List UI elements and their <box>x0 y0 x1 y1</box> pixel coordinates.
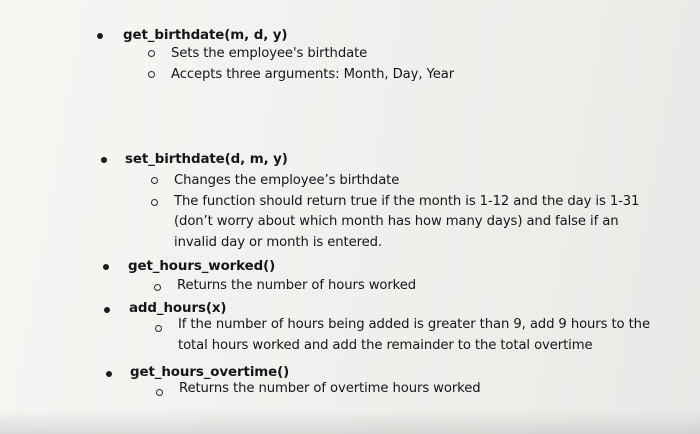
sub-bullet-circle <box>154 284 161 291</box>
bullet-dot <box>106 371 112 377</box>
sub-bullet-circle <box>155 325 162 332</box>
sub-item-text: Accepts three arguments: Month, Day, Year <box>171 67 455 82</box>
sub-item-text: Changes the employee’s birthdate <box>174 173 400 188</box>
sub-item-text-continued: total hours worked and add the remainder to the total overtime <box>178 338 593 353</box>
sub-bullet-circle <box>151 177 158 184</box>
sub-item-text: The function should return true if the month is 1-12 and the day is 1-31 <box>174 194 640 209</box>
item-heading-get-hours-overtime: get_hours_overtime() <box>130 365 290 380</box>
sub-item-text: Sets the employee's birthdate <box>171 46 368 61</box>
bullet-dot <box>104 307 110 313</box>
sub-item-text: Returns the number of overtime hours worked <box>179 381 481 396</box>
item-heading-add-hours: add_hours(x) <box>129 301 227 316</box>
bullet-dot <box>97 33 103 39</box>
sub-item-text-continued: invalid day or month is entered. <box>174 235 383 250</box>
item-heading-get-birthdate: get_birthdate(m, d, y) <box>123 28 288 43</box>
item-heading-set-birthdate: set_birthdate(d, m, y) <box>125 152 288 167</box>
item-heading-get-hours-worked: get_hours_worked() <box>128 259 276 274</box>
sub-item-text: Returns the number of hours worked <box>177 278 417 293</box>
sub-bullet-circle <box>151 199 158 206</box>
bullet-dot <box>103 264 109 270</box>
bullet-dot <box>101 157 107 163</box>
bottom-edge-shadow <box>0 410 700 434</box>
sub-item-text-continued: (don’t worry about which month has how many days) and false if an <box>174 214 619 229</box>
sub-bullet-circle <box>156 389 163 396</box>
sub-item-text: If the number of hours being added is greater than 9, add 9 hours to the <box>178 317 650 332</box>
sub-bullet-circle <box>148 50 155 57</box>
sub-bullet-circle <box>148 71 155 78</box>
